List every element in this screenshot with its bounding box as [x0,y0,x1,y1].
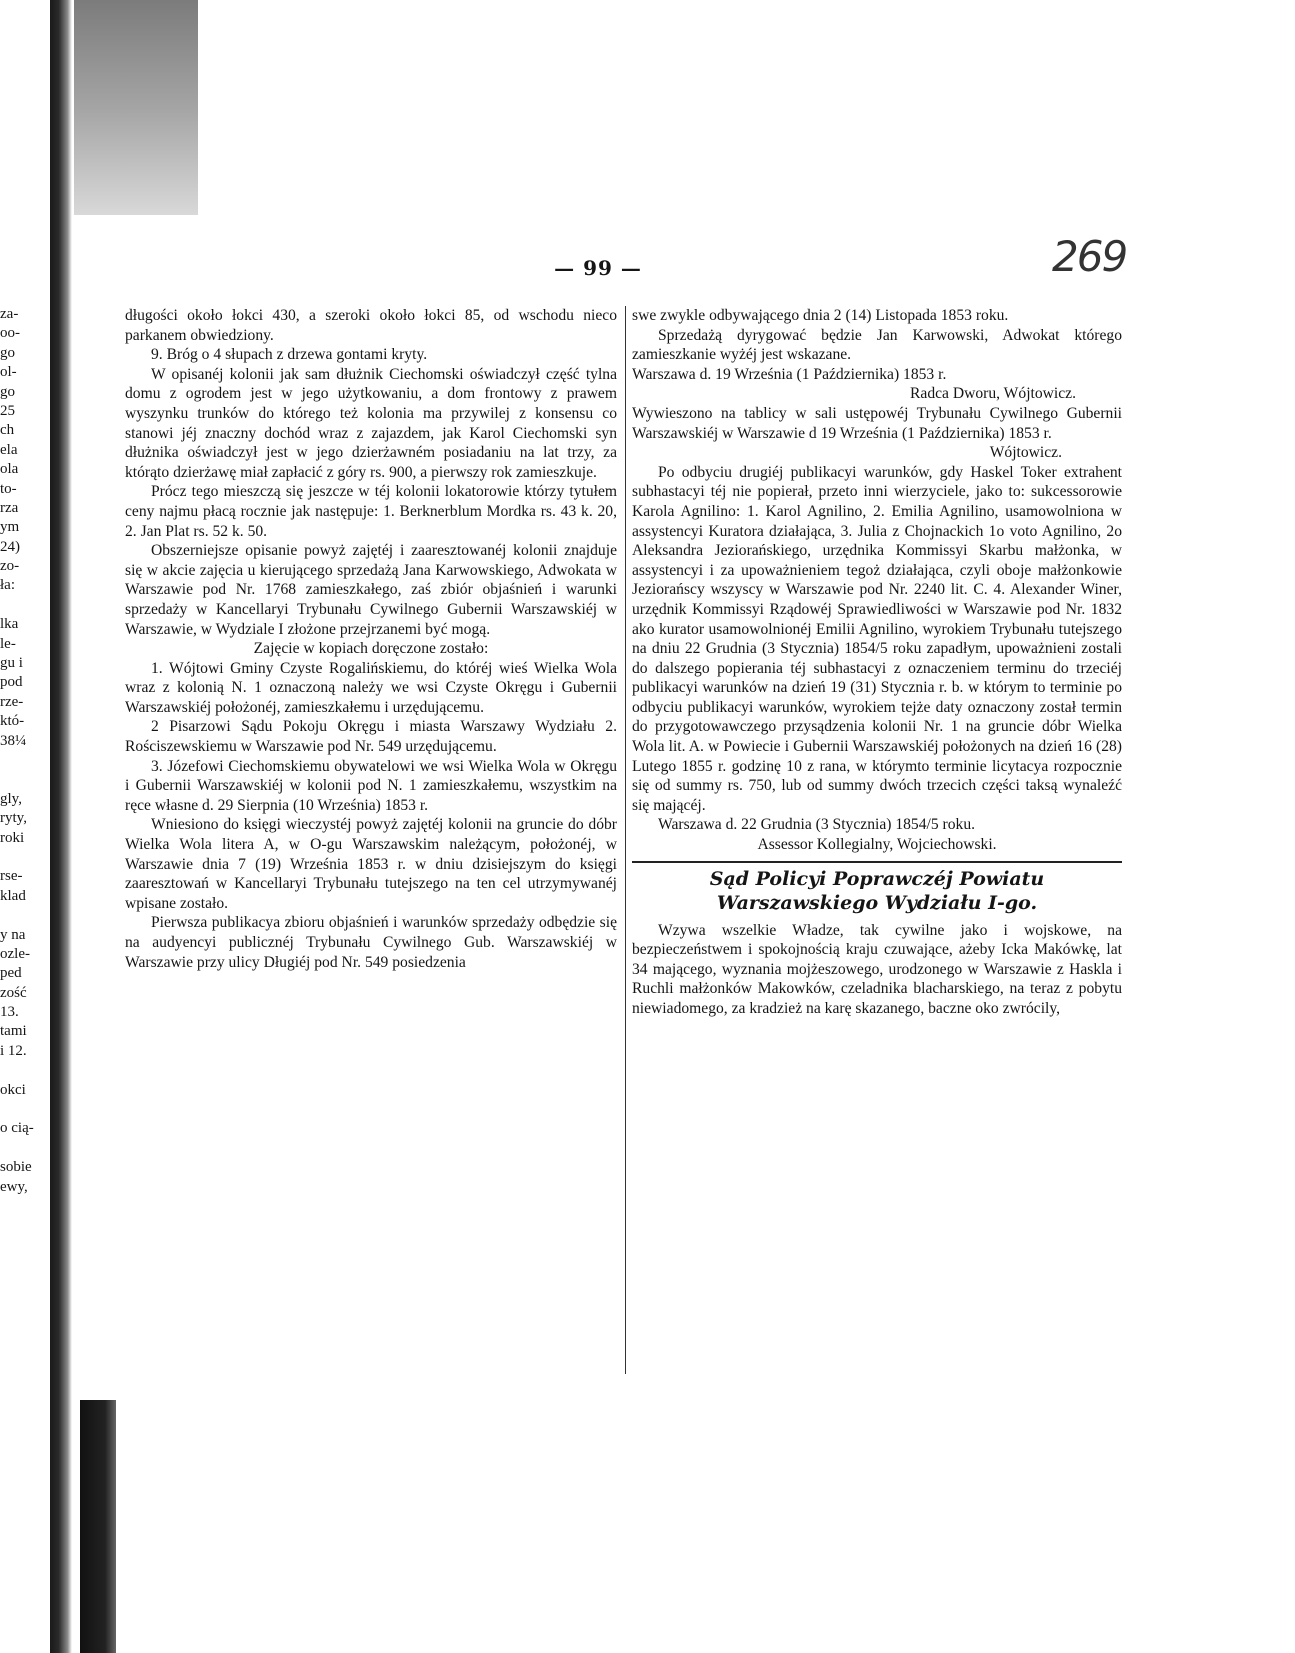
margin-fragment: zość [0,984,27,1001]
right-paragraph: Warszawa d. 22 Grudnia (3 Stycznia) 1854/5 roku. [658,816,976,834]
margin-fragment: ewy, [0,1178,28,1195]
margin-fragment: rze- [0,693,24,710]
margin-fragment: to- [0,480,17,497]
margin-fragment [0,751,46,770]
margin-fragment: gu i [0,655,23,672]
right-paragraph: Sprzedażą dyrygować będzie Jan Karwowski, Adwokat którego zamieszkanie wyżéj jest wskazane. [632,326,1122,364]
margin-fragment: 38¼ [0,732,27,749]
margin-fragment: gly, [0,790,22,807]
margin-fragment: oo- [0,325,20,342]
right-paragraph: Po odbyciu drugiéj publikacyi warunków, gdy Haskel Toker extrahent subhastacyi téj nie popierał, przeto inni wierzyciele, jako to: sukcessorowie Karola Agnilino: 1. Karol Agnilino, 2. Emilia Agnilino, usamowolniona w assystencyi Kuratora działająca, 3. Julia z Chojnackich 1o voto Agnilino, 2o Aleksandra Jeziorańskiego, urzędnika Kommissyi Skarbu małżonka, w assystencyi i za upoważnieniem tegoż działająca, czyli oboje małżonkowie Jeziorańscy wszyscy w Warszawie pod Nr. 2240 lit. C. 4. Alexander Winer, urzędnik Kommissyi Rządowéj Sprawiedliwości w Warszawie pod Nr. 1832 ako kurator usamowolnionéj Emilii Agnilino, wyrokiem Trybunału tutejszego na dniu 22 Grudnia (3 Stycznia) 1854/5 roku zapadłym, upoważnieni zostali do dalszego popierania téj subhastacyi z oznaczeniem terminu do trzeciéj publikacyi warunków na dzień 19 (31) Stycznia r. b. w którym to terminie po odbyciu publikacyi warunków, wyrokiem tejże daty oznaczony został termin do przygotowawczego przysądzenia kolonii Nr. 1 na gruncie dóbr Wielka Wola lit. A. w Powiecie i Gubernii Warszawskiéj położonych na dzień 16 (28) Lutego 1855 r. godzinę 10 z rana, w którymto terminie licytacya rozpocznie się od summy rs. 750, lub od summy dwóch trzecich części taksą wynaleźć się mającéj. [632,463,1122,814]
left-paragraph: W opisanéj kolonii jak sam dłużnik Ciechomski oświadczył część tylna domu z ogrodem jest w jego użytkowaniu, a dom frontowy z prawem wyszynku trunków do którego też kolonia ma przywilej z konsensu co stanowi jéj znaczny dochód wraz z zajazdem, jak Karol Ciechomski syn dłużnika oświadczył jest w jego dzierżawném posiadaniu na lat trzy, za którąto dzierżawę miał zapłacić z góry rs. 900, a pierwszy rok zamieszkuje. [125,365,617,481]
margin-fragment: o cią- [0,1120,34,1137]
book-spine-shadow [50,0,72,1653]
margin-fragment [0,596,46,615]
margin-fragment: go [0,344,15,361]
section-divider [632,861,1122,863]
right-text-column [632,306,1122,1019]
margin-fragment: ym [0,519,20,536]
margin-fragment: 13. [0,1004,19,1021]
margin-fragment: sobie [0,1159,32,1176]
margin-fragment [0,770,46,789]
right-paragraph: swe zwykle odbywającego dnia 2 (14) Listopada 1853 roku. [632,307,1009,324]
margin-fragment: klad [0,887,26,904]
right-paragraph: Wywieszono na tablicy w sali ustępowéj Trybunału Cywilnego Gubernii Warszawskiéj w Warszawie d 19 Września (1 Października) 1853 r. [632,404,1122,442]
right-paragraph: Assessor Kollegialny, Wojciechowski. [757,836,997,854]
margin-fragment: ła: [0,577,15,594]
margin-fragment: któ- [0,713,25,730]
margin-fragment: 24) [0,538,20,555]
left-paragraph: Pierwsza publikacya zbioru objaśnień i warunków sprzedaży odbędzie się na audyencyi publicznéj Trybunału Cywilnego Gub. Warszawskiéj w Warszawie przy ulicy Długiéj pod Nr. 549 posiedzenia [125,914,617,971]
margin-fragment [0,906,46,925]
left-paragraph: 3. Józefowi Ciechomskiemu obywatelowi we wsi Wielka Wola w Okręgu i Gubernii Warszawskiéj w kolonii pod N. 1 zamieszkałemu, wszystkim na ręce własne d. 29 Sierpnia (10 Września) 1853 r. [125,757,617,814]
left-paragraph: 2 Pisarzowi Sądu Pokoju Okręgu i miasta Warszawy Wydziału 2. Rościszewskiemu w Warszawie pod Nr. 549 urzędującemu. [125,718,617,756]
margin-fragment: i 12. [0,1042,27,1059]
page-number: — 99 — [554,256,642,280]
left-paragraph: 9. Bróg o 4 słupach z drzewa gontami kryty. [151,346,428,364]
margin-fragment: za- [0,306,19,322]
margin-fragment: tami [0,1023,27,1040]
margin-fragment: 25 [0,402,15,419]
right-paragraph: Warszawa d. 19 Września (1 Października) 1853 r. [632,365,947,383]
margin-fragment: ryty, [0,810,27,827]
section-heading: Sąd Policyi Poprawczéj Powiatu Warszawskiego Wydziału I-go. [709,867,1045,914]
left-paragraph: Wniesiono do księgi wieczystéj powyż zajętéj kolonii na gruncie do dóbr Wielka Wola litera A, w O-gu Warszawskim należącym, położonéj, w Warszawie dnia 7 (19) Września 1853 r. w dniu dzisiejszym do księgi zaaresztowań w Kancellaryi Trybunału tutejszego na ten cel utrzymywanéj wpisane zostało. [125,816,617,912]
left-paragraph: Obszerniejsze opisanie powyż zajętéj i zaaresztowanéj kolonii znajduje się w akcie zajęcia u kierującego sprzedażą Jana Karwowskiego, Adwokata w Warszawie pod Nr. 1768 zamieszkałego, zaś zbiór objaśnień i warunki sprzedaży w Kancellaryi Trybunału Cywilnego Gubernii Warszawskiéj w Warszawie, w Wydziale I złożone przejrzanemi być mogą. [125,542,617,638]
right-paragraph: Radca Dworu, Wójtowicz. [910,385,1076,403]
margin-fragment [0,1139,46,1158]
left-paragraph: Prócz tego mieszczą się jeszcze w téj kolonii lokatorowie którzy tytułem ceny najmu płacą rocznie jak następuje: 1. Berknerblum Mordka rs. 43 k. 20, 2. Jan Plat rs. 52 k. 50. [125,483,617,540]
margin-fragment: ozle- [0,945,30,962]
margin-fragment: ola [0,461,19,478]
margin-fragment: ped [0,965,22,982]
notice-paragraph: Wzywa wszelkie Władze, tak cywilne jako i wojskowe, na bezpieczeństwem i spokojnością kraju czuwające, ażeby Icka Makówkę, lat 34 mającego, wyznania mojżeszowego, urodzonego w Warszawie z Haskla i Ruchli małżonków Makowków, czeladnika blacharskiego, na teraz z pobytu niewiadomego, za kradzież na karę skazanego, baczne oko zwrócily, [632,921,1122,1017]
margin-fragment: ela [0,441,18,458]
right-column-top-paragraphs [632,306,1122,855]
previous-page-fragments [0,305,46,1197]
right-paragraph: Wójtowicz. [989,444,1062,462]
margin-fragment: y na [0,926,26,943]
margin-fragment: okci [0,1081,26,1098]
margin-fragment: go [0,383,15,400]
scan-shadow [74,0,198,215]
left-paragraph: długości około łokci 430, a szeroki około łokci 85, od wschodu nieco parkanem obwiedziony. [125,307,617,344]
left-paragraph: Zajęcie w kopiach doręczone zostało: [253,640,489,658]
margin-fragment: zo- [0,558,20,575]
margin-fragment [0,848,46,867]
margin-fragment: roki [0,829,25,846]
margin-fragment: le- [0,635,16,652]
margin-fragment: rza [0,499,19,516]
margin-fragment: lka [0,616,19,633]
margin-fragment: rse- [0,868,23,885]
handwritten-folio-number: 269 [1052,232,1127,281]
margin-fragment [0,1100,46,1119]
left-paragraph: 1. Wójtowi Gminy Czyste Rogalińskiemu, do któréj wieś Wielka Wola wraz z kolonią N. 1 oznaczoną należy we wsi Czyste Okręgu i Gubernii Warszawskiéj położonéj, zamieszkałemu i urzędującemu. [125,659,617,716]
margin-fragment [0,1061,46,1080]
margin-fragment: ol- [0,364,17,381]
margin-fragment: ch [0,422,15,439]
column-divider [625,306,626,1374]
margin-fragment: pod [0,674,23,691]
left-text-column [125,306,617,972]
book-spine-shadow-bottom [80,1400,116,1653]
